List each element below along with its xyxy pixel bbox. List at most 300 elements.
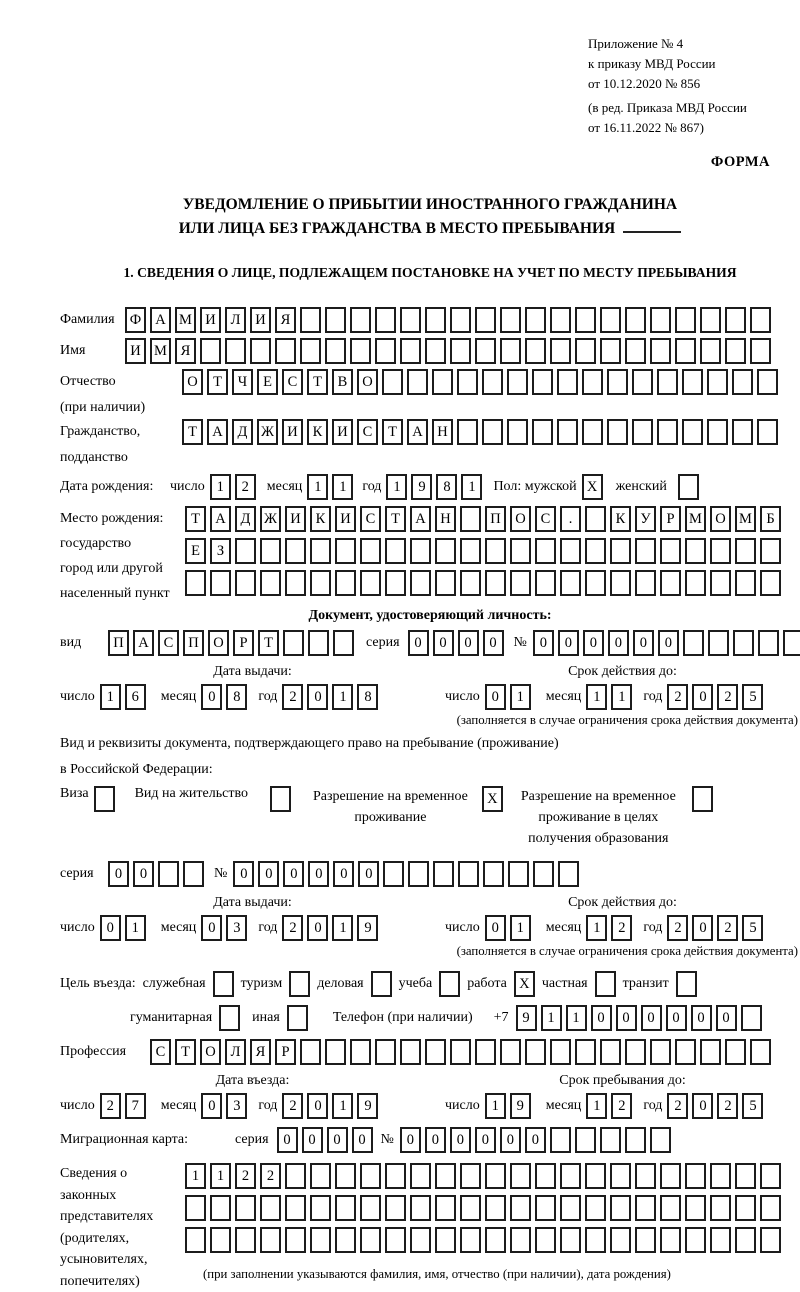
cell[interactable] — [382, 369, 403, 395]
cell[interactable] — [325, 338, 346, 364]
cell[interactable]: И — [282, 419, 303, 445]
cell[interactable] — [692, 786, 713, 812]
cell[interactable] — [225, 338, 246, 364]
cell[interactable] — [558, 861, 579, 887]
cell[interactable] — [94, 786, 115, 812]
cell[interactable] — [510, 1163, 531, 1189]
cell[interactable]: 0 — [692, 1093, 713, 1119]
cell[interactable]: Л — [225, 307, 246, 333]
cell[interactable]: 1 — [586, 915, 607, 941]
cell[interactable] — [510, 538, 531, 564]
cell[interactable]: Т — [307, 369, 328, 395]
cell[interactable] — [735, 570, 756, 596]
cell[interactable] — [550, 1127, 571, 1153]
cell[interactable] — [585, 1227, 606, 1253]
cell[interactable]: 0 — [692, 915, 713, 941]
cell[interactable] — [650, 338, 671, 364]
cell[interactable] — [435, 570, 456, 596]
cell[interactable]: А — [133, 630, 154, 656]
cell[interactable] — [607, 419, 628, 445]
cell[interactable] — [385, 570, 406, 596]
cell[interactable] — [300, 307, 321, 333]
cell[interactable] — [308, 630, 329, 656]
cell[interactable] — [610, 570, 631, 596]
cell[interactable] — [700, 307, 721, 333]
cell[interactable] — [425, 307, 446, 333]
cell[interactable]: 0 — [558, 630, 579, 656]
cell[interactable] — [560, 570, 581, 596]
cell[interactable] — [760, 1227, 781, 1253]
cell[interactable] — [183, 861, 204, 887]
cell[interactable]: 0 — [100, 915, 121, 941]
cell[interactable] — [600, 1039, 621, 1065]
cell[interactable]: 1 — [510, 684, 531, 710]
cell[interactable] — [750, 1039, 771, 1065]
cell[interactable] — [650, 1127, 671, 1153]
cell[interactable]: 0 — [307, 684, 328, 710]
cell[interactable] — [482, 369, 503, 395]
cell[interactable] — [685, 1163, 706, 1189]
cell[interactable]: 9 — [516, 1005, 537, 1031]
cell[interactable] — [260, 570, 281, 596]
cell[interactable] — [460, 570, 481, 596]
cell[interactable] — [682, 369, 703, 395]
cell[interactable]: Р — [233, 630, 254, 656]
cell[interactable] — [485, 1163, 506, 1189]
cell[interactable] — [650, 1039, 671, 1065]
cell[interactable]: 0 — [691, 1005, 712, 1031]
cell[interactable]: 8 — [357, 684, 378, 710]
cell[interactable]: 0 — [641, 1005, 662, 1031]
cell[interactable] — [733, 630, 754, 656]
cell[interactable]: 0 — [633, 630, 654, 656]
cell[interactable]: 0 — [666, 1005, 687, 1031]
cell[interactable] — [625, 1127, 646, 1153]
cell[interactable] — [610, 1195, 631, 1221]
cell[interactable] — [783, 630, 800, 656]
cell[interactable] — [210, 1195, 231, 1221]
cell[interactable]: X — [482, 786, 503, 812]
cell[interactable]: 0 — [485, 684, 506, 710]
cell[interactable] — [660, 1195, 681, 1221]
cell[interactable]: 3 — [226, 1093, 247, 1119]
cell[interactable]: 1 — [485, 1093, 506, 1119]
cell[interactable]: И — [335, 506, 356, 532]
cell[interactable]: А — [210, 506, 231, 532]
cell[interactable]: П — [485, 506, 506, 532]
cell[interactable]: Е — [257, 369, 278, 395]
cell[interactable] — [482, 419, 503, 445]
cell[interactable]: 9 — [357, 1093, 378, 1119]
cell[interactable] — [750, 307, 771, 333]
cell[interactable] — [685, 1195, 706, 1221]
cell[interactable]: 0 — [408, 630, 429, 656]
cell[interactable] — [760, 1163, 781, 1189]
cell[interactable] — [500, 1039, 521, 1065]
cell[interactable] — [213, 971, 234, 997]
cell[interactable] — [710, 538, 731, 564]
cell[interactable] — [675, 307, 696, 333]
cell[interactable]: X — [582, 474, 603, 500]
cell[interactable] — [560, 538, 581, 564]
cell[interactable] — [625, 338, 646, 364]
cell[interactable] — [550, 338, 571, 364]
cell[interactable]: 0 — [458, 630, 479, 656]
cell[interactable]: 1 — [125, 915, 146, 941]
cell[interactable]: 0 — [658, 630, 679, 656]
cell[interactable]: И — [200, 307, 221, 333]
cell[interactable]: 0 — [716, 1005, 737, 1031]
cell[interactable]: 5 — [742, 684, 763, 710]
cell[interactable] — [610, 538, 631, 564]
cell[interactable]: X — [514, 971, 535, 997]
cell[interactable] — [585, 570, 606, 596]
cell[interactable] — [210, 1227, 231, 1253]
cell[interactable]: 1 — [332, 915, 353, 941]
cell[interactable] — [582, 369, 603, 395]
cell[interactable]: 0 — [108, 861, 129, 887]
cell[interactable] — [270, 786, 291, 812]
cell[interactable] — [600, 307, 621, 333]
cell[interactable]: Т — [258, 630, 279, 656]
cell[interactable] — [375, 1039, 396, 1065]
cell[interactable]: 0 — [485, 915, 506, 941]
cell[interactable] — [635, 570, 656, 596]
cell[interactable]: 1 — [185, 1163, 206, 1189]
cell[interactable]: Т — [385, 506, 406, 532]
cell[interactable] — [310, 570, 331, 596]
cell[interactable] — [285, 538, 306, 564]
cell[interactable] — [732, 369, 753, 395]
cell[interactable] — [210, 570, 231, 596]
cell[interactable] — [635, 1227, 656, 1253]
cell[interactable] — [235, 1195, 256, 1221]
cell[interactable] — [600, 338, 621, 364]
cell[interactable] — [710, 570, 731, 596]
cell[interactable] — [410, 1163, 431, 1189]
cell[interactable] — [375, 338, 396, 364]
cell[interactable]: 0 — [258, 861, 279, 887]
cell[interactable] — [685, 570, 706, 596]
cell[interactable] — [285, 570, 306, 596]
cell[interactable] — [675, 338, 696, 364]
cell[interactable] — [575, 338, 596, 364]
cell[interactable]: К — [310, 506, 331, 532]
cell[interactable]: 0 — [327, 1127, 348, 1153]
cell[interactable]: М — [150, 338, 171, 364]
cell[interactable] — [707, 369, 728, 395]
cell[interactable]: Л — [225, 1039, 246, 1065]
cell[interactable] — [360, 538, 381, 564]
cell[interactable] — [657, 419, 678, 445]
cell[interactable]: 0 — [308, 861, 329, 887]
cell[interactable] — [432, 369, 453, 395]
cell[interactable] — [575, 307, 596, 333]
cell[interactable]: 5 — [742, 1093, 763, 1119]
cell[interactable] — [710, 1163, 731, 1189]
cell[interactable]: 1 — [566, 1005, 587, 1031]
cell[interactable]: К — [307, 419, 328, 445]
cell[interactable] — [335, 570, 356, 596]
cell[interactable] — [457, 369, 478, 395]
cell[interactable] — [510, 1227, 531, 1253]
cell[interactable] — [725, 1039, 746, 1065]
cell[interactable] — [708, 630, 729, 656]
cell[interactable] — [260, 1195, 281, 1221]
cell[interactable]: 1 — [386, 474, 407, 500]
cell[interactable]: О — [208, 630, 229, 656]
cell[interactable] — [435, 1227, 456, 1253]
cell[interactable] — [682, 419, 703, 445]
cell[interactable] — [335, 1227, 356, 1253]
cell[interactable]: 0 — [302, 1127, 323, 1153]
cell[interactable]: 1 — [332, 1093, 353, 1119]
cell[interactable] — [532, 369, 553, 395]
cell[interactable] — [535, 1195, 556, 1221]
cell[interactable]: 3 — [226, 915, 247, 941]
cell[interactable] — [310, 1163, 331, 1189]
cell[interactable]: 0 — [433, 630, 454, 656]
cell[interactable] — [510, 570, 531, 596]
cell[interactable] — [283, 630, 304, 656]
cell[interactable]: 2 — [282, 684, 303, 710]
cell[interactable]: Ж — [260, 506, 281, 532]
cell[interactable]: 0 — [201, 1093, 222, 1119]
cell[interactable] — [385, 1195, 406, 1221]
cell[interactable] — [300, 1039, 321, 1065]
cell[interactable] — [635, 1195, 656, 1221]
cell[interactable]: С — [158, 630, 179, 656]
cell[interactable] — [485, 538, 506, 564]
cell[interactable]: 0 — [608, 630, 629, 656]
cell[interactable] — [750, 338, 771, 364]
cell[interactable] — [550, 1039, 571, 1065]
cell[interactable]: 0 — [616, 1005, 637, 1031]
cell[interactable]: 0 — [307, 1093, 328, 1119]
cell[interactable]: 0 — [450, 1127, 471, 1153]
cell[interactable] — [500, 307, 521, 333]
cell[interactable] — [383, 861, 404, 887]
cell[interactable] — [760, 1195, 781, 1221]
cell[interactable]: 0 — [283, 861, 304, 887]
cell[interactable] — [595, 971, 616, 997]
cell[interactable]: 0 — [352, 1127, 373, 1153]
cell[interactable]: 2 — [100, 1093, 121, 1119]
cell[interactable]: 2 — [611, 1093, 632, 1119]
cell[interactable] — [450, 307, 471, 333]
cell[interactable]: 8 — [226, 684, 247, 710]
cell[interactable]: 0 — [277, 1127, 298, 1153]
cell[interactable]: М — [735, 506, 756, 532]
cell[interactable]: 1 — [611, 684, 632, 710]
cell[interactable]: 2 — [667, 1093, 688, 1119]
cell[interactable] — [660, 1227, 681, 1253]
cell[interactable]: А — [150, 307, 171, 333]
cell[interactable] — [508, 861, 529, 887]
cell[interactable]: 1 — [332, 474, 353, 500]
cell[interactable]: 0 — [425, 1127, 446, 1153]
cell[interactable]: 1 — [100, 684, 121, 710]
cell[interactable]: Р — [660, 506, 681, 532]
cell[interactable] — [219, 1005, 240, 1031]
cell[interactable]: О — [182, 369, 203, 395]
cell[interactable] — [407, 369, 428, 395]
cell[interactable]: 2 — [235, 474, 256, 500]
cell[interactable]: 2 — [717, 915, 738, 941]
cell[interactable] — [675, 1039, 696, 1065]
cell[interactable] — [575, 1127, 596, 1153]
cell[interactable]: . — [560, 506, 581, 532]
cell[interactable] — [735, 538, 756, 564]
cell[interactable] — [433, 861, 454, 887]
cell[interactable]: О — [200, 1039, 221, 1065]
cell[interactable]: Т — [175, 1039, 196, 1065]
cell[interactable]: 2 — [282, 1093, 303, 1119]
cell[interactable]: Р — [275, 1039, 296, 1065]
cell[interactable] — [685, 538, 706, 564]
cell[interactable]: Т — [182, 419, 203, 445]
cell[interactable] — [757, 419, 778, 445]
cell[interactable] — [635, 538, 656, 564]
cell[interactable]: З — [210, 538, 231, 564]
cell[interactable] — [425, 1039, 446, 1065]
cell[interactable] — [532, 419, 553, 445]
cell[interactable] — [335, 1163, 356, 1189]
cell[interactable] — [385, 538, 406, 564]
cell[interactable] — [485, 1227, 506, 1253]
cell[interactable] — [475, 307, 496, 333]
cell[interactable]: С — [535, 506, 556, 532]
cell[interactable]: 2 — [717, 1093, 738, 1119]
cell[interactable] — [676, 971, 697, 997]
cell[interactable]: С — [282, 369, 303, 395]
cell[interactable]: Е — [185, 538, 206, 564]
cell[interactable]: 0 — [500, 1127, 521, 1153]
cell[interactable]: 2 — [667, 684, 688, 710]
cell[interactable] — [732, 419, 753, 445]
cell[interactable] — [700, 1039, 721, 1065]
cell[interactable] — [550, 307, 571, 333]
cell[interactable] — [439, 971, 460, 997]
cell[interactable] — [360, 1195, 381, 1221]
cell[interactable] — [435, 1195, 456, 1221]
cell[interactable] — [610, 1227, 631, 1253]
cell[interactable]: 2 — [611, 915, 632, 941]
cell[interactable]: 2 — [235, 1163, 256, 1189]
cell[interactable] — [435, 1163, 456, 1189]
cell[interactable]: 0 — [400, 1127, 421, 1153]
cell[interactable] — [158, 861, 179, 887]
cell[interactable]: С — [357, 419, 378, 445]
cell[interactable]: 2 — [667, 915, 688, 941]
cell[interactable]: Д — [235, 506, 256, 532]
cell[interactable] — [460, 1195, 481, 1221]
cell[interactable] — [285, 1227, 306, 1253]
cell[interactable] — [585, 1163, 606, 1189]
cell[interactable]: 0 — [525, 1127, 546, 1153]
cell[interactable]: 0 — [358, 861, 379, 887]
cell[interactable] — [310, 1195, 331, 1221]
cell[interactable] — [510, 1195, 531, 1221]
cell[interactable]: А — [407, 419, 428, 445]
cell[interactable] — [460, 538, 481, 564]
cell[interactable]: П — [108, 630, 129, 656]
cell[interactable] — [735, 1163, 756, 1189]
cell[interactable] — [460, 1163, 481, 1189]
cell[interactable] — [525, 307, 546, 333]
cell[interactable]: О — [357, 369, 378, 395]
cell[interactable] — [560, 1195, 581, 1221]
cell[interactable] — [300, 338, 321, 364]
cell[interactable]: О — [710, 506, 731, 532]
cell[interactable] — [660, 1163, 681, 1189]
cell[interactable] — [657, 369, 678, 395]
cell[interactable]: 2 — [282, 915, 303, 941]
cell[interactable] — [425, 338, 446, 364]
cell[interactable] — [350, 307, 371, 333]
cell[interactable] — [483, 861, 504, 887]
cell[interactable] — [185, 570, 206, 596]
cell[interactable]: 8 — [436, 474, 457, 500]
cell[interactable]: Я — [175, 338, 196, 364]
cell[interactable]: Я — [250, 1039, 271, 1065]
cell[interactable] — [310, 538, 331, 564]
cell[interactable] — [535, 538, 556, 564]
cell[interactable] — [757, 369, 778, 395]
cell[interactable]: Т — [382, 419, 403, 445]
cell[interactable]: 9 — [357, 915, 378, 941]
cell[interactable] — [660, 570, 681, 596]
cell[interactable] — [557, 369, 578, 395]
cell[interactable] — [710, 1195, 731, 1221]
cell[interactable] — [250, 338, 271, 364]
cell[interactable]: 0 — [307, 915, 328, 941]
cell[interactable] — [760, 570, 781, 596]
cell[interactable] — [607, 369, 628, 395]
cell[interactable]: 1 — [307, 474, 328, 500]
cell[interactable] — [758, 630, 779, 656]
cell[interactable] — [575, 1039, 596, 1065]
cell[interactable]: 0 — [692, 684, 713, 710]
cell[interactable] — [600, 1127, 621, 1153]
cell[interactable]: 0 — [201, 684, 222, 710]
cell[interactable] — [289, 971, 310, 997]
cell[interactable] — [582, 419, 603, 445]
cell[interactable] — [475, 1039, 496, 1065]
cell[interactable]: И — [125, 338, 146, 364]
cell[interactable] — [683, 630, 704, 656]
cell[interactable]: 1 — [461, 474, 482, 500]
cell[interactable] — [560, 1227, 581, 1253]
cell[interactable] — [525, 1039, 546, 1065]
cell[interactable] — [275, 338, 296, 364]
cell[interactable]: М — [175, 307, 196, 333]
cell[interactable] — [760, 538, 781, 564]
cell[interactable]: Д — [232, 419, 253, 445]
cell[interactable] — [625, 307, 646, 333]
cell[interactable]: 7 — [125, 1093, 146, 1119]
cell[interactable] — [507, 419, 528, 445]
cell[interactable] — [350, 338, 371, 364]
cell[interactable] — [507, 369, 528, 395]
cell[interactable]: Т — [185, 506, 206, 532]
cell[interactable] — [410, 1227, 431, 1253]
cell[interactable]: У — [635, 506, 656, 532]
cell[interactable] — [585, 1195, 606, 1221]
cell[interactable]: А — [410, 506, 431, 532]
cell[interactable] — [725, 307, 746, 333]
cell[interactable] — [700, 338, 721, 364]
